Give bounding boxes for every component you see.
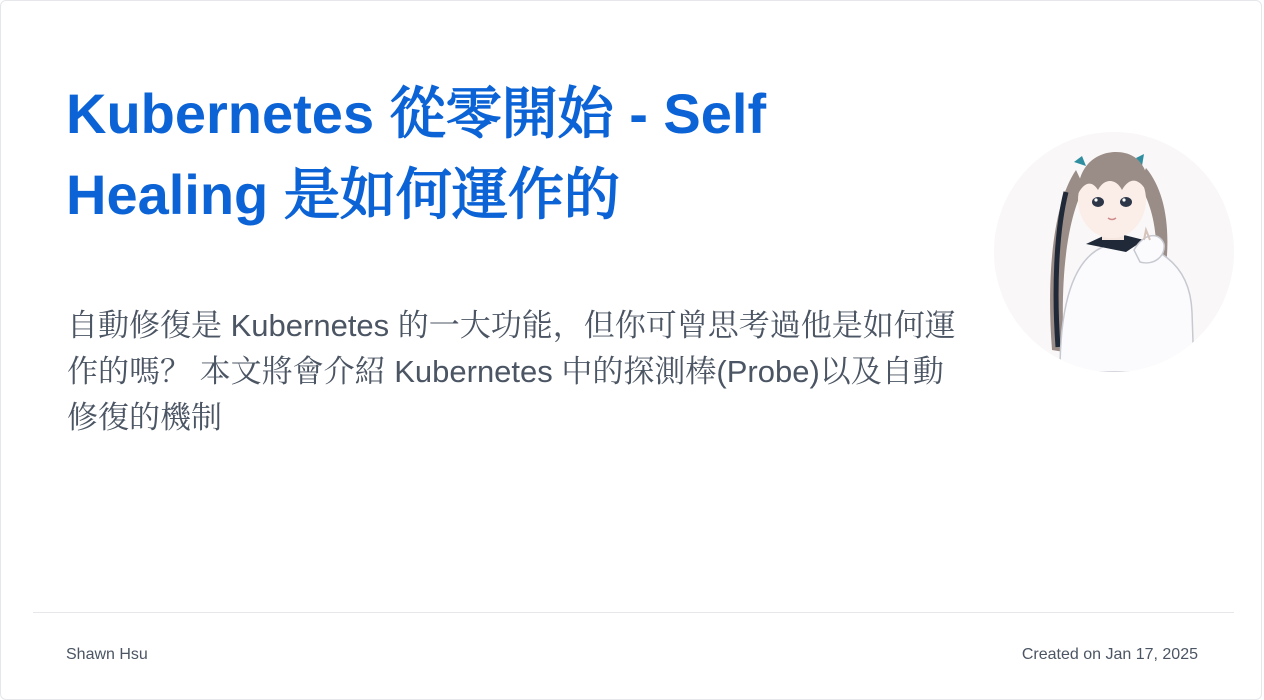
post-title[interactable]: Kubernetes 從零開始 - Self Healing 是如何運作的 [66, 82, 767, 226]
author-avatar [994, 132, 1234, 372]
footer-divider [33, 612, 1234, 613]
created-date: Created on Jan 17, 2025 [1021, 646, 1198, 663]
author-name: Shawn Hsu [66, 646, 148, 663]
post-description: 自動修復是 Kubernetes 的一大功能，但你可曾思考過他是如何運作的嗎？ 本文將會介紹 Kubernetes 中的探測棒(Probe)以及自動修復的機制 [67, 308, 956, 435]
anime-girl-avatar-icon [994, 132, 1234, 372]
